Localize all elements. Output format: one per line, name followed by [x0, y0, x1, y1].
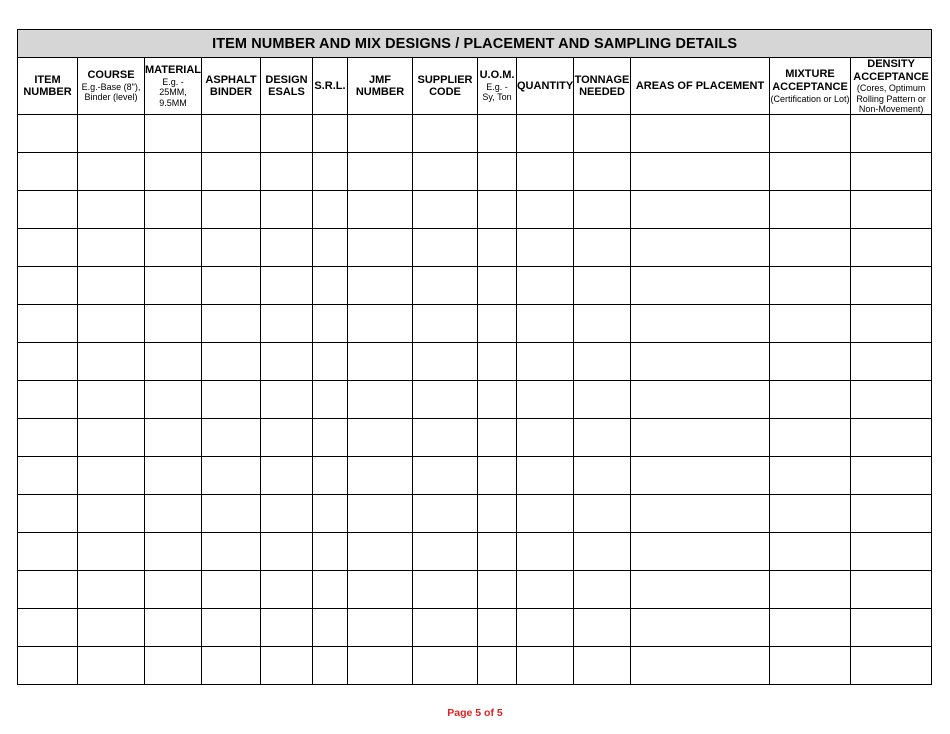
table-cell[interactable]	[78, 647, 145, 685]
table-cell[interactable]	[478, 267, 517, 305]
table-cell[interactable]	[574, 191, 631, 229]
table-cell[interactable]	[574, 533, 631, 571]
table-cell[interactable]	[348, 381, 413, 419]
column-header-material	[145, 58, 202, 115]
table-cell[interactable]	[631, 305, 770, 343]
table-row	[18, 647, 932, 685]
table-cell[interactable]	[18, 419, 78, 457]
column-header-tonnage-needed	[574, 58, 631, 115]
column-header-mixture-acceptance	[770, 58, 851, 115]
column-header-areas-of-placement	[631, 58, 770, 115]
table-cell[interactable]	[631, 153, 770, 191]
table-cell[interactable]	[348, 305, 413, 343]
table-cell[interactable]	[313, 533, 348, 571]
table-row	[18, 153, 932, 191]
table-cell[interactable]	[78, 457, 145, 495]
table-cell[interactable]	[574, 457, 631, 495]
table-cell[interactable]	[413, 647, 478, 685]
table-cell[interactable]	[202, 115, 261, 153]
table-cell[interactable]	[202, 609, 261, 647]
column-header-label: ITEM	[34, 73, 61, 86]
table-cell[interactable]	[145, 267, 202, 305]
table-cell[interactable]	[851, 115, 932, 153]
table-cell[interactable]	[145, 115, 202, 153]
table-cell[interactable]	[348, 267, 413, 305]
table-cell[interactable]	[261, 457, 313, 495]
table-cell[interactable]	[631, 457, 770, 495]
table-cell[interactable]	[313, 229, 348, 267]
table-cell[interactable]	[631, 381, 770, 419]
column-header-label: DESIGN	[265, 73, 308, 86]
table-cell[interactable]	[18, 533, 78, 571]
table-cell[interactable]	[313, 191, 348, 229]
table-cell[interactable]	[413, 343, 478, 381]
table-cell[interactable]	[413, 191, 478, 229]
table-cell[interactable]	[517, 267, 574, 305]
column-header-design-esals	[261, 58, 313, 115]
table-cell[interactable]	[770, 609, 851, 647]
table-cell[interactable]	[517, 305, 574, 343]
table-cell[interactable]	[261, 229, 313, 267]
table-cell[interactable]	[313, 305, 348, 343]
table-cell[interactable]	[202, 533, 261, 571]
table-cell[interactable]	[145, 343, 202, 381]
table-cell[interactable]	[574, 495, 631, 533]
column-header-hint: Binder (level)	[84, 92, 138, 103]
table-cell[interactable]	[413, 609, 478, 647]
table-cell[interactable]	[202, 495, 261, 533]
table-cell[interactable]	[413, 267, 478, 305]
table-cell[interactable]	[851, 381, 932, 419]
table-cell[interactable]	[261, 191, 313, 229]
column-header-label: JMF	[369, 73, 391, 86]
table-cell[interactable]	[348, 533, 413, 571]
table-cell[interactable]	[202, 191, 261, 229]
table-row	[18, 609, 932, 647]
table-cell[interactable]	[261, 571, 313, 609]
table-row	[18, 343, 932, 381]
table-cell[interactable]	[631, 609, 770, 647]
table-cell[interactable]	[78, 267, 145, 305]
column-header-label: ACCEPTANCE	[853, 70, 929, 83]
table-cell[interactable]	[145, 153, 202, 191]
table-cell[interactable]	[413, 229, 478, 267]
column-header-hint: Sy, Ton	[482, 92, 512, 103]
table-cell[interactable]	[78, 343, 145, 381]
table-cell[interactable]	[348, 457, 413, 495]
table-cell[interactable]	[413, 533, 478, 571]
table-cell[interactable]	[574, 305, 631, 343]
table-cell[interactable]	[202, 229, 261, 267]
table-cell[interactable]	[78, 191, 145, 229]
table-cell[interactable]	[851, 571, 932, 609]
table-cell[interactable]	[202, 419, 261, 457]
table-cell[interactable]	[313, 381, 348, 419]
table-cell[interactable]	[313, 115, 348, 153]
table-cell[interactable]	[478, 115, 517, 153]
table-cell[interactable]	[145, 495, 202, 533]
column-header-label: AREAS OF PLACEMENT	[635, 79, 765, 92]
table-cell[interactable]	[313, 609, 348, 647]
table-cell[interactable]	[770, 419, 851, 457]
table-cell[interactable]	[18, 381, 78, 419]
table-cell[interactable]	[313, 457, 348, 495]
table-cell[interactable]	[348, 647, 413, 685]
table-cell[interactable]	[145, 381, 202, 419]
column-header-s-r-l	[313, 58, 348, 115]
table-cell[interactable]	[517, 533, 574, 571]
column-header-label: COURSE	[87, 69, 135, 82]
table-cell[interactable]	[348, 115, 413, 153]
table-cell[interactable]	[348, 495, 413, 533]
table-cell[interactable]	[770, 153, 851, 191]
column-header-asphalt-binder	[202, 58, 261, 115]
column-header-hint: (Certification or Lot)	[770, 93, 850, 104]
table-row	[18, 267, 932, 305]
table-cell[interactable]	[517, 191, 574, 229]
table-cell[interactable]	[18, 343, 78, 381]
column-header-label: QUANTITY	[517, 79, 574, 92]
table-cell[interactable]	[631, 343, 770, 381]
table-cell[interactable]	[517, 229, 574, 267]
table-cell[interactable]	[18, 191, 78, 229]
table-cell[interactable]	[574, 647, 631, 685]
table-cell[interactable]	[851, 457, 932, 495]
table-cell[interactable]	[851, 495, 932, 533]
table-cell[interactable]	[574, 115, 631, 153]
table-cell[interactable]	[313, 267, 348, 305]
table-cell[interactable]	[202, 457, 261, 495]
table-cell[interactable]	[261, 115, 313, 153]
table-cell[interactable]	[851, 419, 932, 457]
column-header-label: U.O.M.	[479, 69, 515, 82]
column-header-label: SUPPLIER	[417, 73, 473, 86]
table-row	[18, 191, 932, 229]
table-cell[interactable]	[18, 609, 78, 647]
table-cell[interactable]	[851, 305, 932, 343]
table-cell[interactable]	[770, 305, 851, 343]
table-cell[interactable]	[202, 381, 261, 419]
table-cell[interactable]	[517, 381, 574, 419]
column-header-label: MIXTURE	[785, 68, 835, 81]
table-cell[interactable]	[413, 305, 478, 343]
column-header-label: BINDER	[209, 86, 253, 99]
table-cell[interactable]	[313, 495, 348, 533]
table-cell[interactable]	[18, 267, 78, 305]
table-cell[interactable]	[574, 229, 631, 267]
table-row	[18, 457, 932, 495]
table-row	[18, 495, 932, 533]
table-cell[interactable]	[631, 495, 770, 533]
table-cell[interactable]	[770, 647, 851, 685]
table-cell[interactable]	[631, 229, 770, 267]
table-cell[interactable]	[78, 153, 145, 191]
table-cell[interactable]	[770, 381, 851, 419]
table-cell[interactable]	[348, 609, 413, 647]
table-row	[18, 533, 932, 571]
table-cell[interactable]	[631, 647, 770, 685]
table-cell[interactable]	[574, 153, 631, 191]
table-cell[interactable]	[851, 647, 932, 685]
table-row	[18, 419, 932, 457]
table-cell[interactable]	[631, 571, 770, 609]
column-header-label: ACCEPTANCE	[772, 80, 848, 93]
table-cell[interactable]	[413, 571, 478, 609]
page-number: Page 5 of 5	[447, 707, 503, 719]
table-cell[interactable]	[18, 571, 78, 609]
table-cell[interactable]	[348, 153, 413, 191]
table-cell[interactable]	[202, 647, 261, 685]
table-cell[interactable]	[18, 647, 78, 685]
table-cell[interactable]	[313, 153, 348, 191]
table-cell[interactable]	[770, 533, 851, 571]
table-cell[interactable]	[202, 305, 261, 343]
table-cell[interactable]	[770, 571, 851, 609]
column-header-u-o-m	[478, 58, 517, 115]
table-cell[interactable]	[78, 115, 145, 153]
table-cell[interactable]	[202, 267, 261, 305]
column-header-label: NEEDED	[579, 86, 625, 99]
column-header-label: MATERIAL	[145, 64, 202, 77]
table-cell[interactable]	[574, 267, 631, 305]
table-cell[interactable]	[517, 419, 574, 457]
table-cell[interactable]	[517, 153, 574, 191]
table-cell[interactable]	[145, 571, 202, 609]
table-cell[interactable]	[851, 153, 932, 191]
table-cell[interactable]	[313, 571, 348, 609]
table-cell[interactable]	[631, 191, 770, 229]
table-cell[interactable]	[517, 495, 574, 533]
table-cell[interactable]	[261, 495, 313, 533]
table-cell[interactable]	[478, 571, 517, 609]
table-cell[interactable]	[517, 647, 574, 685]
table-cell[interactable]	[78, 609, 145, 647]
table-cell[interactable]	[261, 267, 313, 305]
table-cell[interactable]	[313, 343, 348, 381]
table-cell[interactable]	[145, 305, 202, 343]
table-cell[interactable]	[517, 343, 574, 381]
table-cell[interactable]	[413, 419, 478, 457]
table-cell[interactable]	[145, 229, 202, 267]
table-cell[interactable]	[574, 609, 631, 647]
table-cell[interactable]	[261, 153, 313, 191]
table-cell[interactable]	[851, 533, 932, 571]
column-header-hint: E.g.-Base (8"),	[81, 82, 141, 93]
column-header-label: ESALS	[268, 86, 305, 99]
table-cell[interactable]	[851, 343, 932, 381]
table-cell[interactable]	[770, 191, 851, 229]
table-row	[18, 305, 932, 343]
table-cell[interactable]	[261, 305, 313, 343]
column-header-hint: (Cores, Optimum	[856, 83, 926, 94]
table-cell[interactable]	[202, 571, 261, 609]
table-row	[18, 229, 932, 267]
column-header-hint: E.g. -	[486, 82, 508, 93]
column-header-supplier-code	[413, 58, 478, 115]
table-cell[interactable]	[574, 381, 631, 419]
table-cell[interactable]	[78, 305, 145, 343]
table-cell[interactable]	[413, 457, 478, 495]
table-row	[18, 571, 932, 609]
column-header-label: NUMBER	[355, 86, 405, 99]
table-cell[interactable]	[478, 381, 517, 419]
table-cell[interactable]	[78, 419, 145, 457]
column-header-quantity	[517, 58, 574, 115]
table-cell[interactable]	[313, 419, 348, 457]
table-cell[interactable]	[202, 343, 261, 381]
table-cell[interactable]	[261, 381, 313, 419]
table-cell[interactable]	[574, 571, 631, 609]
placement-sampling-table	[17, 29, 932, 685]
table-cell[interactable]	[348, 191, 413, 229]
table-cell[interactable]	[478, 343, 517, 381]
column-header-item-number	[18, 58, 78, 115]
table-cell[interactable]	[851, 609, 932, 647]
table-cell[interactable]	[18, 495, 78, 533]
table-row	[18, 381, 932, 419]
column-header-label: TONNAGE	[574, 73, 630, 86]
table-cell[interactable]	[478, 153, 517, 191]
table-cell[interactable]	[851, 267, 932, 305]
table-row	[18, 115, 932, 153]
table-cell[interactable]	[517, 457, 574, 495]
table-cell[interactable]	[478, 609, 517, 647]
table-cell[interactable]	[145, 419, 202, 457]
column-header-label: NUMBER	[23, 86, 72, 99]
table-cell[interactable]	[770, 267, 851, 305]
table-cell[interactable]	[348, 229, 413, 267]
column-header-label: CODE	[429, 86, 461, 99]
table-cell[interactable]	[261, 533, 313, 571]
table-cell[interactable]	[770, 115, 851, 153]
table-cell[interactable]	[145, 533, 202, 571]
column-header-label: ASPHALT	[205, 73, 257, 86]
column-header-hint: E.g. -	[162, 76, 184, 87]
column-header-row	[18, 58, 932, 115]
column-header-label: DENSITY	[867, 58, 915, 70]
table-cell[interactable]	[18, 229, 78, 267]
table-cell[interactable]	[18, 153, 78, 191]
table-cell[interactable]	[631, 267, 770, 305]
column-header-hint: Rolling Pattern or	[856, 93, 926, 104]
table-cell[interactable]	[478, 647, 517, 685]
column-header-hint: Non-Movement)	[858, 103, 924, 114]
table-cell[interactable]	[78, 229, 145, 267]
table-cell[interactable]	[78, 381, 145, 419]
table-cell[interactable]	[413, 381, 478, 419]
table-cell[interactable]	[261, 343, 313, 381]
table-cell[interactable]	[261, 647, 313, 685]
table-cell[interactable]	[574, 419, 631, 457]
table-cell[interactable]	[413, 153, 478, 191]
table-cell[interactable]	[18, 305, 78, 343]
table-cell[interactable]	[78, 495, 145, 533]
table-cell[interactable]	[145, 457, 202, 495]
table-cell[interactable]	[78, 571, 145, 609]
table-cell[interactable]	[478, 457, 517, 495]
column-header-hint: 25MM, 9.5MM	[159, 87, 187, 108]
table-cell[interactable]	[413, 495, 478, 533]
table-cell[interactable]	[348, 343, 413, 381]
table-cell[interactable]	[348, 419, 413, 457]
table-cell[interactable]	[18, 457, 78, 495]
table-cell[interactable]	[18, 115, 78, 153]
table-cell[interactable]	[413, 115, 478, 153]
table-cell[interactable]	[478, 191, 517, 229]
table-cell[interactable]	[261, 419, 313, 457]
table-cell[interactable]	[261, 609, 313, 647]
table-title: ITEM NUMBER AND MIX DESIGNS / PLACEMENT AND SAMPLING DETAILS	[18, 30, 932, 58]
table-cell[interactable]	[851, 229, 932, 267]
column-header-course	[78, 58, 145, 115]
column-header-jmf-number	[348, 58, 413, 115]
table-cell[interactable]	[770, 229, 851, 267]
table-cell[interactable]	[145, 609, 202, 647]
table-cell[interactable]	[478, 229, 517, 267]
table-cell[interactable]	[631, 419, 770, 457]
table-cell[interactable]	[348, 571, 413, 609]
column-header-density-acceptance	[851, 58, 932, 115]
table-cell[interactable]	[478, 305, 517, 343]
table-cell[interactable]	[478, 419, 517, 457]
table-cell[interactable]	[78, 533, 145, 571]
table-cell[interactable]	[770, 495, 851, 533]
table-cell[interactable]	[631, 115, 770, 153]
table-cell[interactable]	[478, 533, 517, 571]
table-cell[interactable]	[770, 457, 851, 495]
table-cell[interactable]	[574, 343, 631, 381]
table-cell[interactable]	[478, 495, 517, 533]
table-cell[interactable]	[517, 571, 574, 609]
table-cell[interactable]	[517, 115, 574, 153]
table-cell[interactable]	[770, 343, 851, 381]
table-cell[interactable]	[313, 647, 348, 685]
table-cell[interactable]	[145, 191, 202, 229]
table-cell[interactable]	[202, 153, 261, 191]
column-header-label: S.R.L.	[314, 79, 346, 92]
table-cell[interactable]	[145, 647, 202, 685]
table-cell[interactable]	[851, 191, 932, 229]
table-cell[interactable]	[517, 609, 574, 647]
table-cell[interactable]	[631, 533, 770, 571]
